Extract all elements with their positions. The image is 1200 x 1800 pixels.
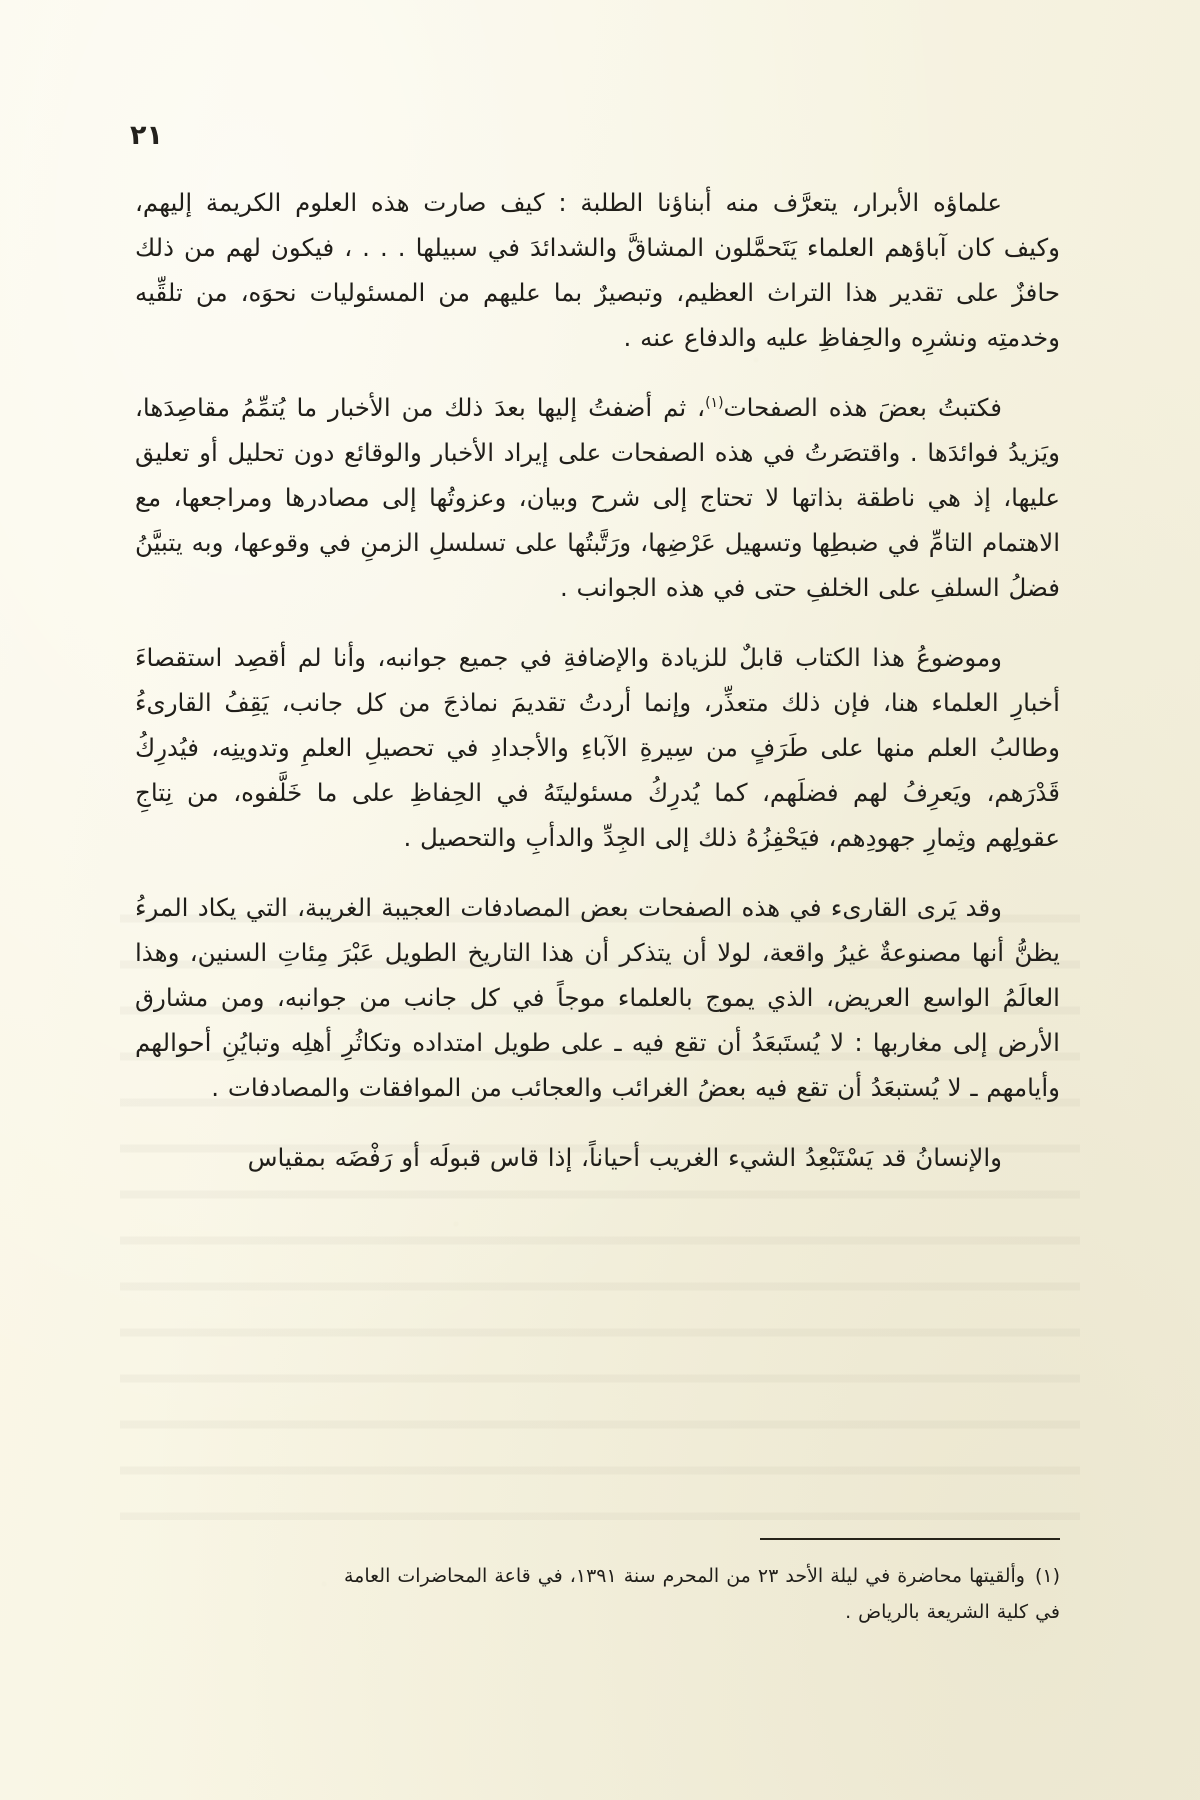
footnote-line-1-text: وألقيتها محاضرة في ليلة الأحد ٢٣ من المحرم سنة ١٣٩١، في قاعة المحاضرات العامة xyxy=(343,1565,1025,1587)
paragraph-2-text-before-footnote-ref: فكتبتُ بعضَ هذه الصفحات xyxy=(723,393,1002,422)
footnote-number: (١) xyxy=(1034,1565,1060,1587)
footnote-reference-marker[interactable]: (١) xyxy=(705,394,724,411)
footnote-separator-rule xyxy=(760,1538,1060,1540)
paragraph-3: وموضوعُ هذا الكتاب قابلٌ للزيادة والإضافةِ في جميع جوانبه، وأنا لم أقصِد استقصاءَ أخبارِ العلماء هنا، فإن ذلك متعذِّر، وإنما أردتُ تقديمَ نماذجَ من كل جانب، يَقِفُ القارىءُ وطالبُ العلم منها على طَرَفٍ من سِيرةِ الآباءِ والأجدادِ في تحصيلِ العلمِ وتدوينِه، فيُدرِكُ قَدْرَهم، ويَعرِفُ لهم فضلَهم، كما يُدرِكُ مسئوليتَهُ في الحِفاظِ على ما خَلَّفوه، من نِتاجِ عقولِهم وثِمارِ جهودِهم، فيَحْفِزُهُ ذلك إلى الجِدِّ والدأبِ والتحصيل . xyxy=(135,643,1060,852)
paragraph-1: علماؤه الأبرار، يتعرَّف منه أبناؤنا الطلبة : كيف صارت هذه العلوم الكريمة إليهم، وكيف كان آباؤهم العلماء يَتَحمَّلون المشاقَّ والشدائدَ في سبيلها . . . ، فيكون لهم من ذلك حافزٌ على تقدير هذا التراث العظيم، وتبصيرٌ بما عليهم من المسئوليات نحوَه، من تلقِّيه وخدمتِه ونشرِه والحِفاظِ عليه والدفاع عنه . xyxy=(135,188,1060,352)
footnote-line-1 xyxy=(135,1558,1060,1594)
page-number: ٢١ xyxy=(130,120,163,151)
body-text-block xyxy=(135,180,1060,1205)
footnote-line-2: في كلية الشريعة بالرياض . xyxy=(845,1601,1060,1623)
paragraph-5: والإنسانُ قد يَسْتَبْعِدُ الشيء الغريب أحياناً، إذا قاس قبولَه أو رَفْضَه بمقياس xyxy=(247,1143,1002,1172)
paragraph-2 xyxy=(135,385,1060,610)
footnote-zone xyxy=(135,1538,1060,1630)
paragraph-4: وقد يَرى القارىء في هذه الصفحات بعض المصادفات العجيبة الغريبة، التي يكاد المرءُ يظنُّ أنها مصنوعةٌ غيرُ واقعة، لولا أن يتذكر أن هذا التاريخ الطويل عَبْرَ مِئاتِ السنين، وهذا العالَمُ الواسع العريض، الذي يموج بالعلماء موجاً في كل جانب من جوانبه، ومن مشارق الأرض إلى مغاربها : لا يُستَبعَدُ أن تقع فيه ـ على طويل امتداده وتكاثُرِ أهلِه وتبايُنِ أحوالهم وأيامهم ـ لا يُستبعَدُ أن تقع فيه بعضُ الغرائب والعجائب من الموافقات والمصادفات . xyxy=(135,893,1060,1102)
paragraph-2-text-after-footnote-ref: ، ثم أضفتُ إليها بعدَ ذلك من الأخبار ما يُتمِّمُ مقاصِدَها، ويَزيدُ فوائدَها . واقتصَرتُ في هذه الصفحات على إيراد الأخبار والوقائع دون تحليل أو تعليق عليها، إذ هي ناطقة بذاتها لا تحتاج إلى شرح وبيان، وعزوتُها إلى مصادرها ومراجعها، مع الاهتمام التامِّ في ضبطِها وتسهيل عَرْضِها، ورَتَّبتُها على تسلسلِ الزمنِ في وقوعها، وبه يتبيَّنُ فضلُ السلفِ على الخلفِ حتى في هذه الجوانب . xyxy=(135,393,1060,602)
